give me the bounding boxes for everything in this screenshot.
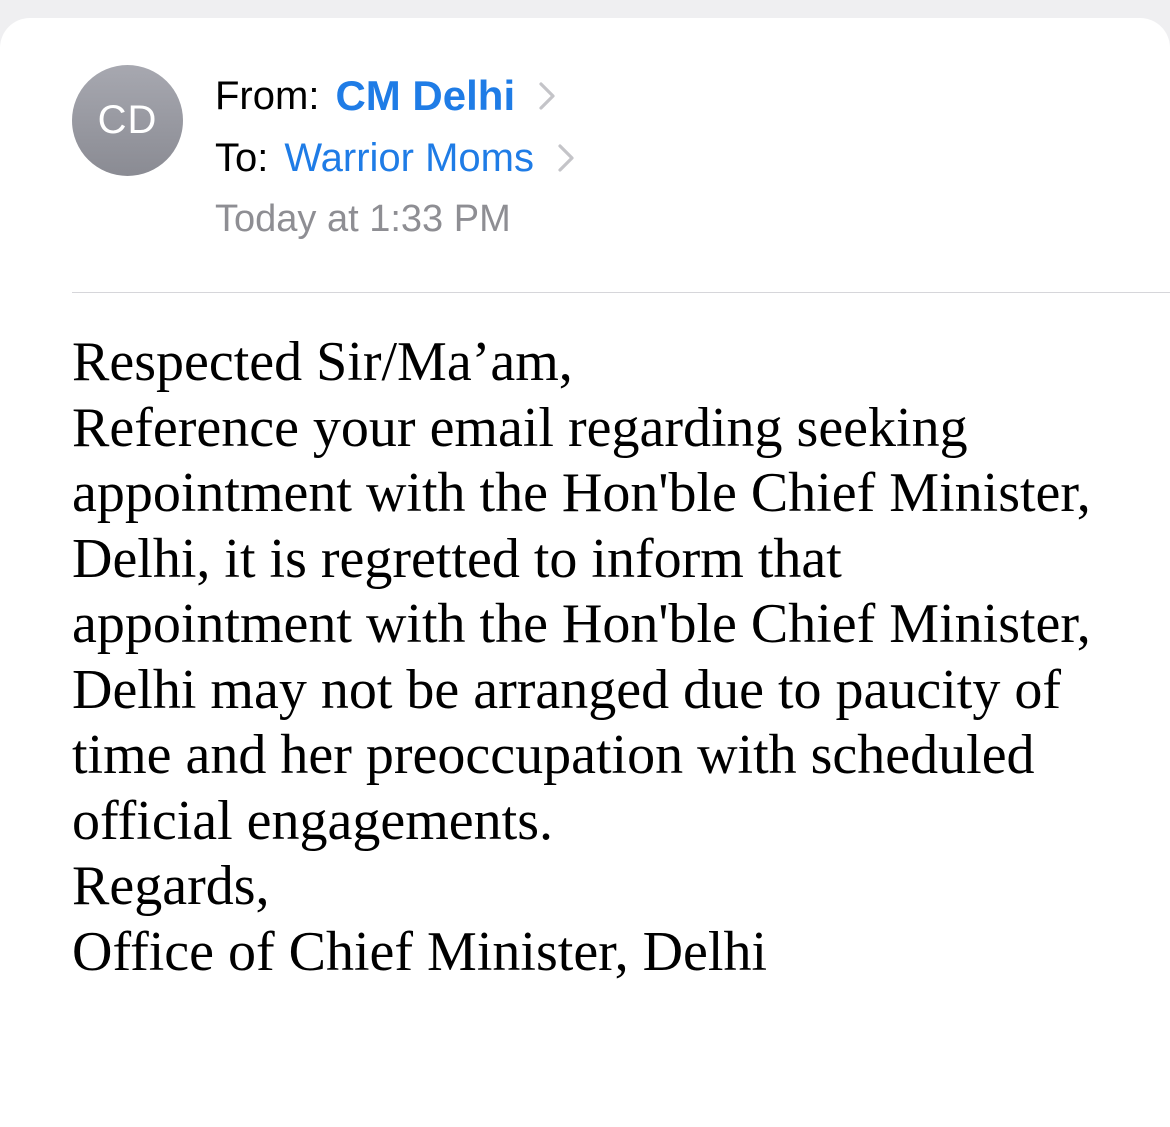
sender-avatar[interactable] <box>72 65 183 176</box>
email-view <box>0 18 1170 1127</box>
message-timestamp: Today at 1:33 PM <box>215 197 511 240</box>
avatar-initials: CD <box>97 98 158 142</box>
header-divider <box>72 292 1170 293</box>
message-body <box>72 330 1132 985</box>
date-row <box>215 194 511 244</box>
to-label: To: <box>215 135 269 180</box>
message-closing: Regards, <box>72 855 270 917</box>
from-label: From: <box>215 73 320 118</box>
to-row <box>215 132 576 184</box>
sender-name-link[interactable]: CM Delhi <box>335 72 516 119</box>
from-row <box>215 68 557 124</box>
recipient-name-link[interactable]: Warrior Moms <box>284 135 534 180</box>
chevron-right-icon[interactable] <box>556 143 576 173</box>
message-salutation: Respected Sir/Ma’am, <box>72 331 573 393</box>
chevron-right-icon[interactable] <box>537 81 557 111</box>
message-paragraph: Reference your email regarding seeking appointment with the Hon'ble Chief Minister, Delhi, it is regretted to inform that appointment with the Hon'ble Chief Minister, Delhi may not be arranged due to paucity of time and her preoccupation with scheduled official engagements. <box>72 396 1091 852</box>
message-signature: Office of Chief Minister, Delhi <box>72 920 767 983</box>
